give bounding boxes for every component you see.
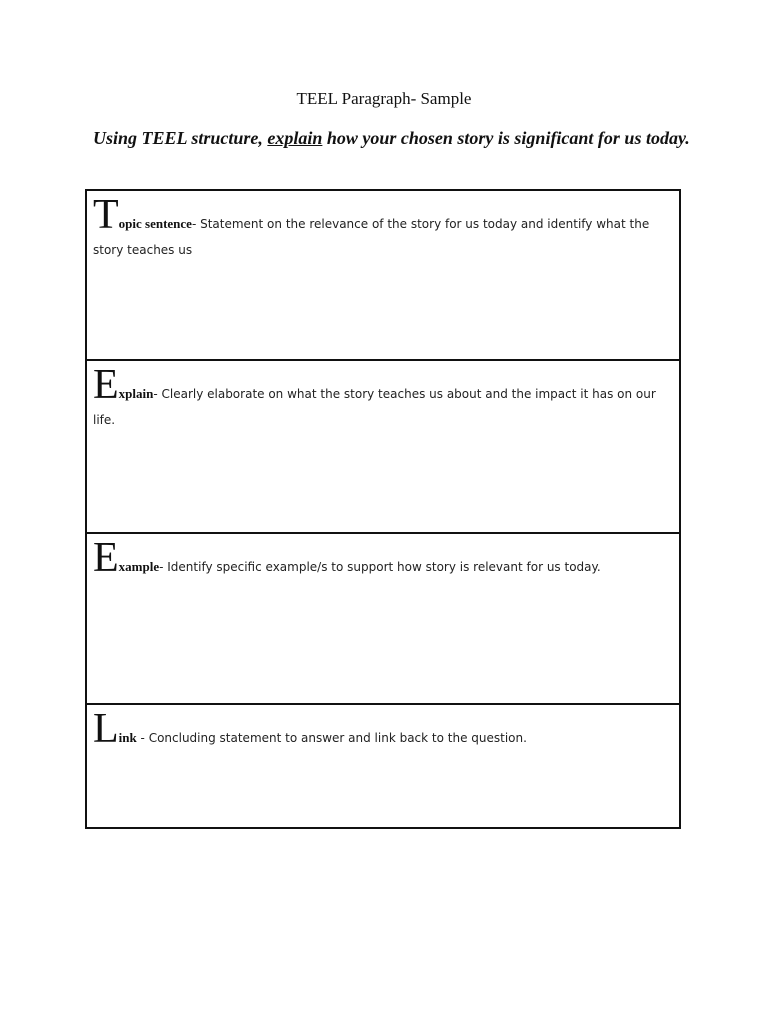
question-prompt xyxy=(93,125,693,151)
teel-keyword: xample xyxy=(118,559,160,574)
teel-row-topic xyxy=(87,191,679,361)
teel-table xyxy=(85,189,681,829)
teel-description: - Identify specific example/s to support how story is relevant for us today. xyxy=(159,560,601,574)
teel-letter: L xyxy=(93,706,119,752)
teel-row-text xyxy=(93,362,673,433)
teel-row-example xyxy=(87,534,679,705)
teel-description: - Statement on the relevance of the story for us today and identify what the story teaches us xyxy=(93,217,650,257)
question-text-end: how your chosen story is significant for us today. xyxy=(322,128,690,148)
teel-row-link xyxy=(87,705,679,829)
teel-letter: T xyxy=(93,192,119,238)
teel-description: - Concluding statement to answer and link back to the question. xyxy=(136,731,527,745)
teel-keyword: ink xyxy=(118,730,137,745)
question-emphasis: explain xyxy=(267,128,323,148)
teel-keyword: opic sentence xyxy=(118,216,192,231)
question-text-start: Using TEEL structure, xyxy=(93,128,268,148)
page-title: TEEL Paragraph- Sample xyxy=(296,89,472,108)
teel-description: - Clearly elaborate on what the story teaches us about and the impact it has on our life. xyxy=(93,387,656,427)
teel-row-text xyxy=(93,192,673,263)
teel-keyword: xplain xyxy=(118,386,154,401)
teel-letter: E xyxy=(93,362,119,408)
teel-letter: E xyxy=(93,535,119,581)
teel-row-text xyxy=(93,535,673,581)
teel-row-explain xyxy=(87,361,679,534)
teel-row-text xyxy=(93,706,673,752)
